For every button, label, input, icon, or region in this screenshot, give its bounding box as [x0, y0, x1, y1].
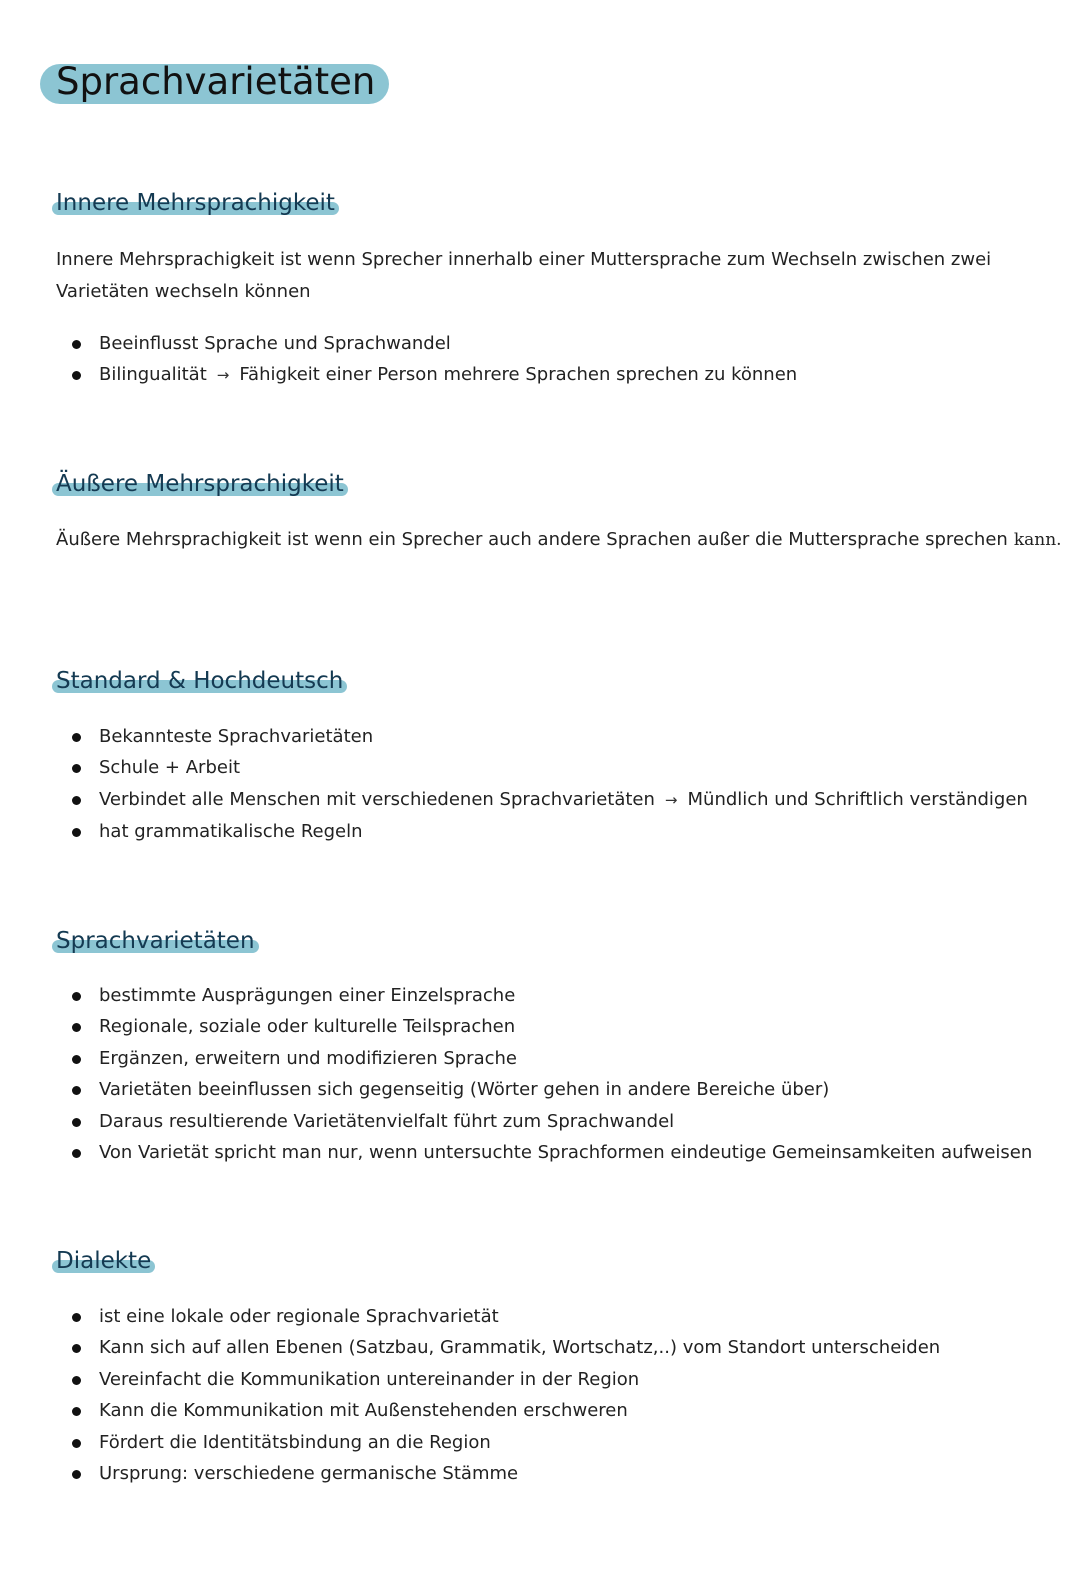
bullet-icon	[72, 1023, 81, 1032]
list-item	[70, 1011, 1032, 1042]
paragraph-aeussere	[56, 524, 1062, 556]
list-item-text: Varietäten beeinflussen sich gegenseitig (Wörter gehen in andere Bereiche über)	[99, 1079, 830, 1101]
bullet-icon	[72, 1055, 81, 1064]
list-item-text: bestimmte Ausprägungen einer Einzelsprache	[99, 985, 516, 1006]
paragraph-end: kann.	[1013, 530, 1062, 550]
list-item-text: Fördert die Identitätsbindung an die Region	[99, 1431, 491, 1453]
list-item-text: Beeinflusst Sprache und Sprachwandel	[99, 333, 451, 354]
bullet-icon	[72, 1407, 81, 1416]
list-item	[70, 1106, 1032, 1137]
heading-text: Sprachvarietäten	[56, 928, 255, 954]
list-item-text: Bekannteste Sprachvarietäten	[99, 726, 374, 747]
list-item	[70, 1137, 1032, 1168]
list-item	[70, 1458, 940, 1489]
page-title-highlight	[40, 60, 389, 104]
list-item	[70, 359, 797, 391]
heading-text: Innere Mehrsprachigkeit	[56, 190, 335, 216]
list-item	[70, 1364, 940, 1395]
heading-text: Dialekte	[56, 1248, 152, 1274]
bullet-icon	[72, 1313, 81, 1322]
section-heading-standard	[52, 666, 343, 702]
bullet-icon	[72, 1470, 81, 1479]
list-item	[70, 1427, 940, 1458]
list-item-text: Ursprung: verschiedene germanische Stämme	[99, 1463, 519, 1485]
list-item-text: Mündlich und Schriftlich verständigen	[687, 788, 1028, 810]
list-item-text: Kann sich auf allen Ebenen (Satzbau, Grammatik, Wortschatz,..) vom Standort unterscheiden	[99, 1337, 941, 1359]
list-item	[70, 980, 1032, 1011]
section-heading-aeussere	[52, 469, 344, 505]
heading-text: Standard & Hochdeutsch	[56, 668, 344, 694]
paragraph-text: Äußere Mehrsprachigkeit ist wenn ein Sprecher auch andere Sprachen außer die Muttersprache sprechen	[56, 529, 1008, 550]
bullet-list-dialekte	[70, 1301, 940, 1489]
bullet-icon	[72, 796, 81, 805]
list-item-text: Von Varietät spricht man nur, wenn untersuchte Sprachformen eindeutige Gemeinsamkeiten aufweisen	[99, 1142, 1033, 1164]
bullet-icon	[72, 1086, 81, 1095]
paragraph-line: Varietäten wechseln können	[56, 281, 311, 302]
bullet-icon	[72, 371, 81, 380]
list-item	[70, 1301, 940, 1332]
list-item-text: Schule + Arbeit	[99, 757, 241, 779]
section-heading-varietaeten	[52, 926, 255, 962]
bullet-list-standard	[70, 721, 1028, 848]
list-item	[70, 1043, 1032, 1074]
list-item-text: Regionale, soziale oder kulturelle Teilsprachen	[99, 1016, 516, 1038]
paragraph-innere	[56, 244, 1036, 308]
bullet-icon	[72, 340, 81, 349]
bullet-list-innere	[70, 328, 797, 392]
list-item	[70, 1074, 1032, 1105]
bullet-icon	[72, 828, 81, 837]
bullet-icon	[72, 1344, 81, 1353]
list-item-text: Verbindet alle Menschen mit verschiedenen Sprachvarietäten	[99, 788, 655, 810]
heading-text: Äußere Mehrsprachigkeit	[56, 471, 344, 497]
bullet-icon	[72, 1439, 81, 1448]
list-item	[70, 816, 1028, 847]
bullet-icon	[72, 1376, 81, 1385]
list-item-text: hat grammatikalische Regeln	[99, 821, 363, 843]
list-item-text: Vereinfacht die Kommunikation untereinander in der Region	[99, 1368, 640, 1390]
list-item	[70, 721, 1028, 752]
arrow-right-icon: →	[216, 366, 230, 385]
list-item-text: Fähigkeit einer Person mehrere Sprachen sprechen zu können	[239, 364, 798, 386]
list-item	[70, 752, 1028, 783]
list-item	[70, 1395, 940, 1426]
bullet-icon	[72, 992, 81, 1001]
paragraph-line: Innere Mehrsprachigkeit ist wenn Sprecher innerhalb einer Muttersprache zum Wechseln zwischen zwei	[56, 249, 992, 270]
list-item	[70, 1332, 940, 1363]
list-item-text: Kann die Kommunikation mit Außenstehenden erschweren	[99, 1400, 628, 1422]
bullet-list-varietaeten	[70, 980, 1032, 1168]
bullet-icon	[72, 1149, 81, 1158]
list-item-text: Daraus resultierende Varietätenvielfalt führt zum Sprachwandel	[99, 1110, 675, 1132]
list-item-text: ist eine lokale oder regionale Sprachvarietät	[99, 1306, 499, 1327]
arrow-right-icon: →	[664, 790, 678, 809]
bullet-icon	[72, 733, 81, 742]
list-item-text: Bilingualität	[99, 364, 207, 386]
section-heading-dialekte	[52, 1246, 151, 1282]
list-item	[70, 784, 1028, 816]
section-heading-innere	[52, 188, 335, 224]
bullet-icon	[72, 764, 81, 773]
page-title: Sprachvarietäten	[56, 60, 376, 103]
list-item	[70, 328, 797, 359]
list-item-text: Ergänzen, erweitern und modifizieren Sprache	[99, 1047, 517, 1069]
bullet-icon	[72, 1118, 81, 1127]
